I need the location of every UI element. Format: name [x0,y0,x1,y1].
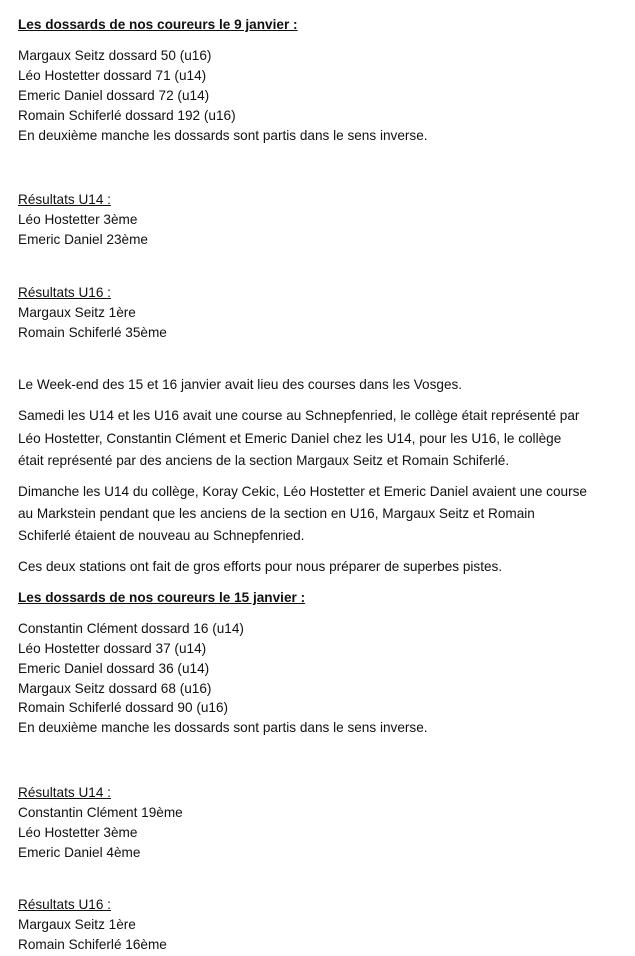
section1-note: En deuxième manche les dossards sont partis dans le sens inverse. [18,128,428,143]
result-line: Léo Hostetter 3ème [18,825,138,840]
narrative-paragraph-3-line: au Markstein pendant que les anciens de la section en U16, Margaux Seitz et Romain [18,506,535,521]
narrative-paragraph-1: Le Week-end des 15 et 16 janvier avait lieu des courses dans les Vosges. [18,377,463,392]
result-line: Margaux Seitz 1ère [18,917,136,932]
narrative-paragraph-2-line: était représenté par des anciens de la section Margaux Seitz et Romain Schiferlé. [18,453,510,468]
result-line: Emeric Daniel 23ème [18,232,148,247]
narrative-paragraph-4: Ces deux stations ont fait de gros efforts pour nous préparer de superbes pistes. [18,559,503,574]
bib-line: Constantin Clément dossard 16 (u14) [18,621,244,636]
bib-line: Léo Hostetter dossard 37 (u14) [18,641,207,656]
result-line: Léo Hostetter 3ème [18,212,138,227]
bib-line: Margaux Seitz dossard 50 (u16) [18,48,212,63]
result-line: Romain Schiferlé 35ème [18,325,167,340]
bib-line: Emeric Daniel dossard 36 (u14) [18,661,210,676]
bib-line: Romain Schiferlé dossard 90 (u16) [18,700,229,715]
result-line: Emeric Daniel 4ème [18,845,141,860]
section2-note: En deuxième manche les dossards sont partis dans le sens inverse. [18,720,428,735]
narrative-paragraph-2-line: Samedi les U14 et les U16 avait une course au Schnepfenried, le collège était représenté par [18,408,580,423]
section2-results-u16-heading: Résultats U16 : [18,897,111,912]
bib-line: Margaux Seitz dossard 68 (u16) [18,681,212,696]
narrative-paragraph-3-line: Dimanche les U14 du collège, Koray Cekic, Léo Hostetter et Emeric Daniel avaient une course [18,484,587,499]
section2-results-u14-heading: Résultats U14 : [18,785,111,800]
section2-heading: Les dossards de nos coureurs le 15 janvier : [18,590,306,605]
bib-line: Léo Hostetter dossard 71 (u14) [18,68,207,83]
result-line: Constantin Clément 19ème [18,805,183,820]
section1-results-u16-heading: Résultats U16 : [18,285,111,300]
result-line: Margaux Seitz 1ère [18,305,136,320]
bib-line: Romain Schiferlé dossard 192 (u16) [18,108,236,123]
section1-heading: Les dossards de nos coureurs le 9 janvier : [18,17,298,32]
narrative-paragraph-2-line: Léo Hostetter, Constantin Clément et Emeric Daniel chez les U14, pour les U16, le collège [18,431,562,446]
bib-line: Emeric Daniel dossard 72 (u14) [18,88,210,103]
section1-results-u14-heading: Résultats U14 : [18,192,111,207]
result-line: Romain Schiferlé 16ème [18,937,167,952]
narrative-paragraph-3-line: Schiferlé étaient de nouveau au Schnepfenried. [18,528,305,543]
